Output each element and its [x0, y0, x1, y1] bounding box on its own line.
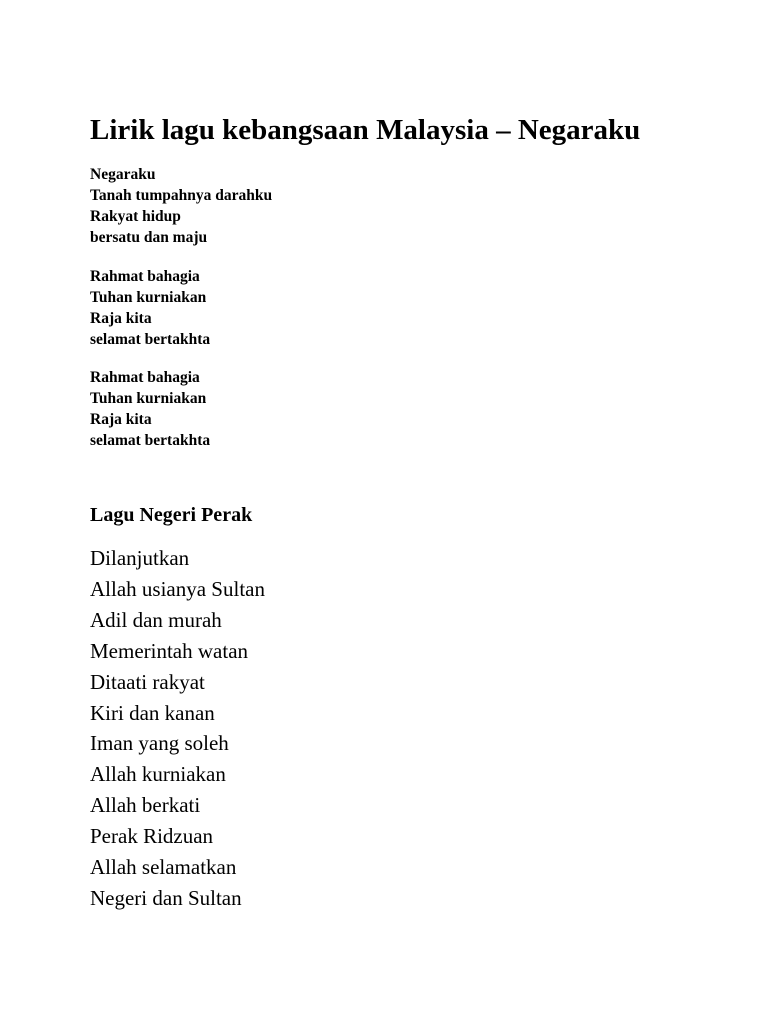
lyric-line: Negaraku	[90, 166, 156, 183]
lyric-line: Ditaati rakyat	[90, 669, 205, 694]
page-title: Lirik lagu kebangsaan Malaysia – Negaraku	[90, 114, 641, 146]
lyric-line: Negeri dan Sultan	[90, 885, 242, 910]
negaraku-stanza-3	[90, 367, 210, 451]
lyric-line: Rahmat bahagia	[90, 369, 200, 386]
section-heading-perak: Lagu Negeri Perak	[90, 504, 253, 526]
negaraku-stanza-1	[90, 164, 272, 248]
lyric-line: Raja kita	[90, 310, 152, 327]
lyric-line: Allah berkati	[90, 793, 201, 818]
lyric-line: Adil dan murah	[90, 607, 222, 632]
lyric-line: Tuhan kurniakan	[90, 289, 207, 306]
lyric-line: Memerintah watan	[90, 638, 249, 663]
document-page	[90, 0, 730, 1024]
lyric-line: Tuhan kurniakan	[90, 390, 207, 407]
lyric-line: selamat bertakhta	[90, 432, 211, 449]
lyric-line: Rakyat hidup	[90, 208, 181, 225]
lyric-line: Kiri dan kanan	[90, 700, 215, 725]
lyric-line: Perak Ridzuan	[90, 824, 214, 849]
lyric-line: selamat bertakhta	[90, 331, 211, 348]
lyric-line: Rahmat bahagia	[90, 268, 200, 285]
lyric-line: Tanah tumpahnya darahku	[90, 187, 273, 204]
perak-lyrics	[90, 543, 265, 914]
lyric-line: bersatu dan maju	[90, 229, 208, 246]
lyric-line: Allah usianya Sultan	[90, 576, 265, 601]
lyric-line: Allah selamatkan	[90, 855, 237, 880]
lyric-line: Dilanjutkan	[90, 546, 190, 570]
lyric-line: Raja kita	[90, 411, 152, 428]
lyric-line: Allah kurniakan	[90, 762, 226, 787]
negaraku-stanza-2	[90, 266, 210, 350]
lyric-line: Iman yang soleh	[90, 731, 229, 756]
